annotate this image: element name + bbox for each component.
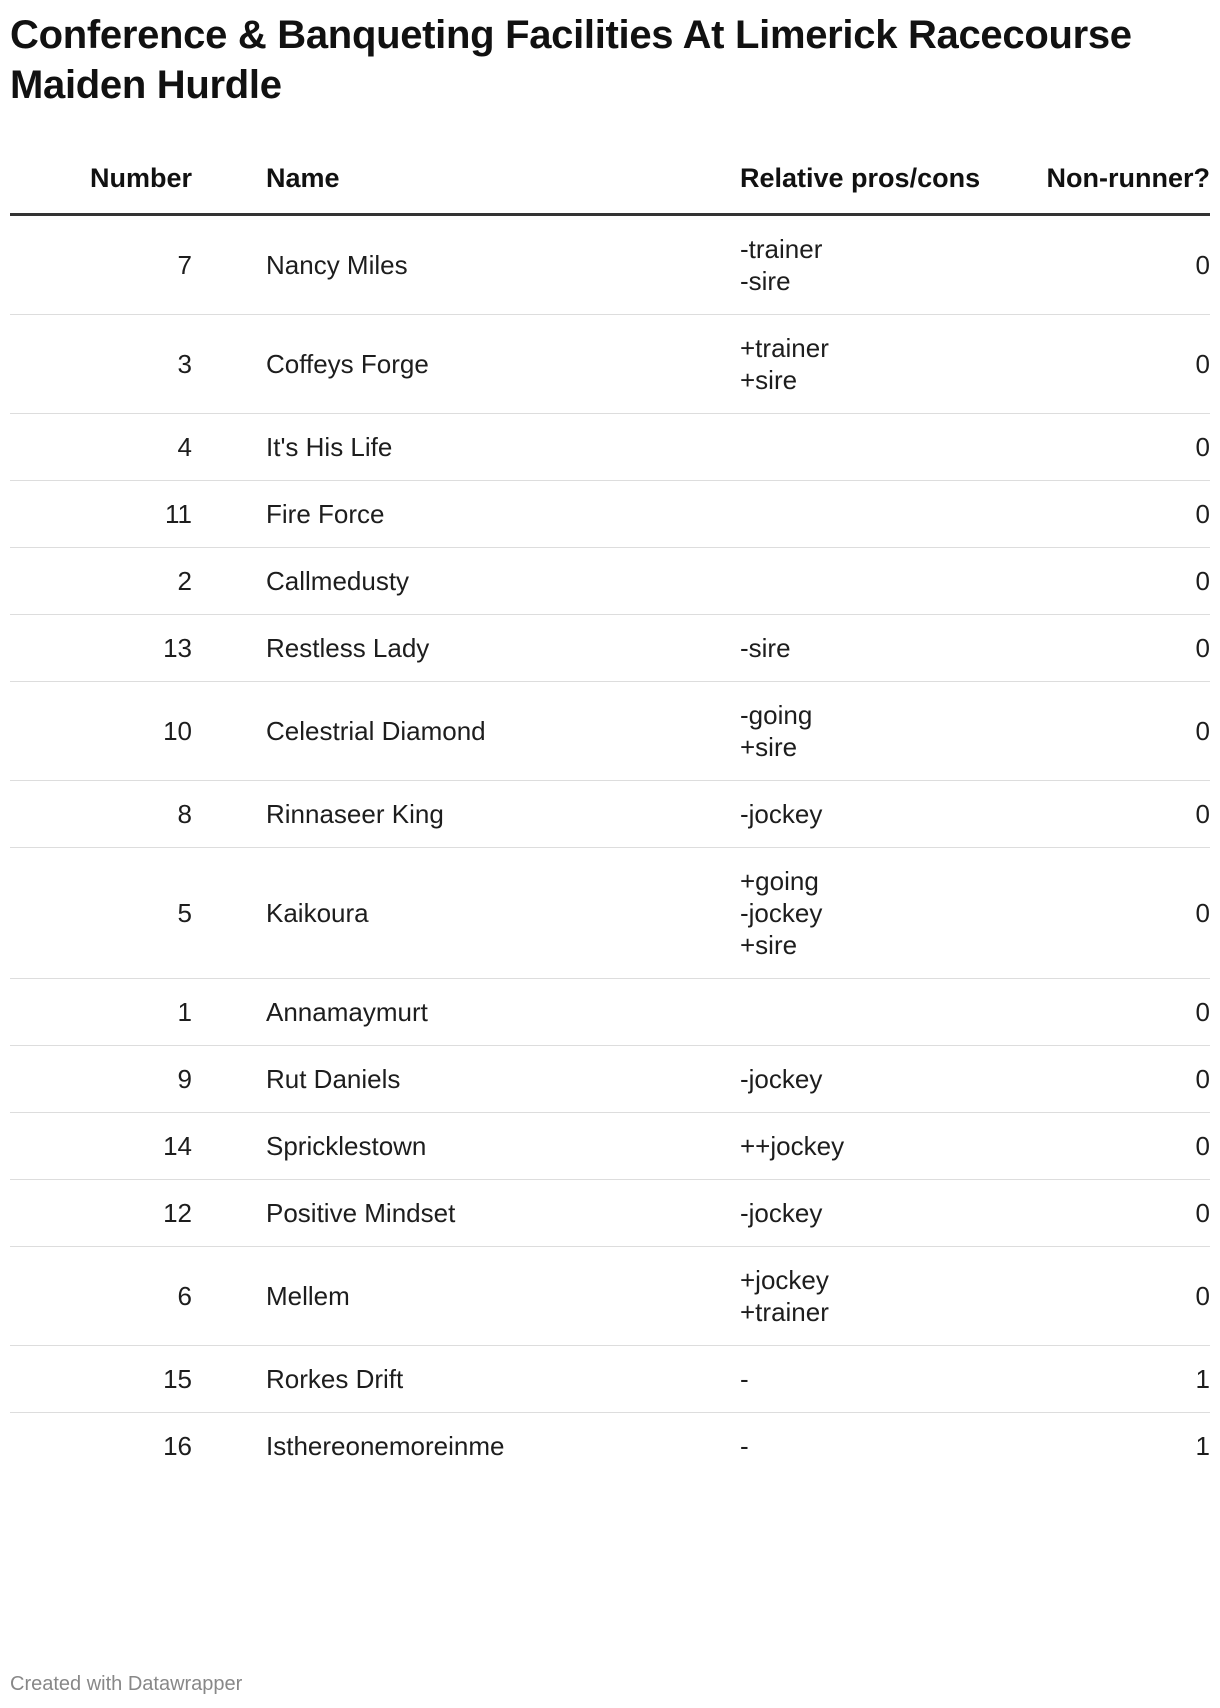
cell-name: Rinnaseer King (266, 781, 740, 848)
cell-non-runner: 0 (1040, 615, 1210, 682)
cell-pros-cons (740, 1346, 1040, 1413)
cell-non-runner: 0 (1040, 1180, 1210, 1247)
table-row (10, 1180, 1210, 1247)
cell-number: 12 (10, 1180, 192, 1247)
cell-number: 3 (10, 315, 192, 414)
table-row (10, 1113, 1210, 1180)
cell-pros-cons (740, 781, 1040, 848)
cell-pros-cons (740, 1113, 1040, 1180)
cell-name: Rut Daniels (266, 1046, 740, 1113)
column-header-number[interactable]: Number (10, 162, 192, 215)
cell-name: Nancy Miles (266, 215, 740, 315)
table-row (10, 781, 1210, 848)
pros-cons-item: +sire (740, 930, 798, 960)
cell-number: 4 (10, 414, 192, 481)
column-header-pros-cons[interactable] (740, 162, 1040, 215)
table-row (10, 615, 1210, 682)
cell-gap (192, 1046, 266, 1113)
cell-number: 9 (10, 1046, 192, 1113)
cell-name: Mellem (266, 1247, 740, 1346)
pros-cons-item: -sire (740, 266, 791, 296)
table-row (10, 315, 1210, 414)
cell-gap (192, 979, 266, 1046)
cell-pros-cons (740, 979, 1040, 1046)
cell-name: Spricklestown (266, 1113, 740, 1180)
pros-cons-item: ++jockey (740, 1131, 845, 1161)
table-header (10, 162, 1210, 215)
table-row (10, 215, 1210, 315)
cell-name: Fire Force (266, 481, 740, 548)
cell-pros-cons (740, 414, 1040, 481)
cell-name: Rorkes Drift (266, 1346, 740, 1413)
column-header-non-runner[interactable]: Non-runner? (1040, 162, 1210, 215)
cell-pros-cons (740, 1046, 1040, 1113)
cell-non-runner: 0 (1040, 1046, 1210, 1113)
table-row (10, 548, 1210, 615)
cell-name: Kaikoura (266, 848, 740, 979)
cell-non-runner: 0 (1040, 548, 1210, 615)
cell-gap (192, 1346, 266, 1413)
cell-number: 14 (10, 1113, 192, 1180)
cell-number: 15 (10, 1346, 192, 1413)
cell-gap (192, 848, 266, 979)
pros-cons-item: +jockey (740, 1265, 829, 1295)
cell-non-runner: 1 (1195, 1431, 1210, 1461)
cell-gap (192, 615, 266, 682)
cell-non-runner: 0 (1040, 979, 1210, 1046)
cell-non-runner: 0 (1040, 1247, 1210, 1346)
cell-name: It's His Life (266, 414, 740, 481)
cell-gap (192, 1180, 266, 1247)
cell-name: Positive Mindset (266, 1180, 740, 1247)
cell-gap (192, 215, 266, 315)
table-row (10, 979, 1210, 1046)
cell-non-runner: 0 (1040, 215, 1210, 315)
cell-number: 1 (10, 979, 192, 1046)
cell-number: 13 (10, 615, 192, 682)
cell-gap (192, 481, 266, 548)
cell-number: 5 (10, 848, 192, 979)
cell-pros-cons (740, 1180, 1040, 1247)
pros-cons-item: - (740, 1364, 749, 1394)
table-row (10, 1346, 1210, 1413)
pros-cons-item: +sire (740, 365, 798, 395)
pros-cons-item: +trainer (740, 1297, 829, 1327)
pros-cons-item: -jockey (740, 799, 823, 829)
footer-credit: Created with Datawrapper (10, 1673, 243, 1695)
pros-cons-item: -jockey (740, 898, 823, 928)
cell-pros-cons (740, 548, 1040, 615)
cell-non-runner: 0 (1040, 481, 1210, 548)
pros-cons-item: -jockey (740, 1198, 823, 1228)
cell-pros-cons (740, 615, 1040, 682)
table-row (10, 1413, 1210, 1480)
chart-container (10, 10, 1210, 1479)
cell-pros-cons (740, 848, 1040, 979)
table-row (10, 481, 1210, 548)
pros-cons-item: +trainer (740, 333, 829, 363)
cell-pros-cons (740, 1247, 1040, 1346)
cell-gap (192, 682, 266, 781)
cell-name: Celestrial Diamond (266, 682, 740, 781)
cell-non-runner: 0 (1040, 848, 1210, 979)
cell-non-runner: 0 (1040, 1113, 1210, 1180)
cell-non-runner: 0 (1040, 781, 1210, 848)
cell-number: 8 (10, 781, 192, 848)
cell-gap (192, 414, 266, 481)
table-row (10, 1046, 1210, 1113)
table-row (10, 682, 1210, 781)
cell-number: 6 (10, 1247, 192, 1346)
cell-non-runner: 1 (1040, 1346, 1210, 1413)
column-gap (192, 162, 266, 215)
cell-non-runner: 0 (1040, 682, 1210, 781)
pros-cons-item: - (740, 1431, 749, 1461)
cell-gap (192, 1413, 266, 1480)
pros-cons-item: -going (740, 700, 813, 730)
chart-title: Conference & Banqueting Facilities At Limerick Racecourse Maiden Hurdle (10, 13, 1132, 107)
cell-gap (192, 781, 266, 848)
cell-gap (192, 548, 266, 615)
cell-name: Annamaymurt (266, 979, 740, 1046)
cell-number: 16 (163, 1431, 192, 1461)
pros-cons-item: -sire (740, 633, 791, 663)
cell-name: Isthereonemoreinme (266, 1431, 505, 1461)
cell-non-runner: 0 (1040, 315, 1210, 414)
pros-cons-item: -trainer (740, 234, 823, 264)
cell-pros-cons (740, 682, 1040, 781)
cell-pros-cons (740, 315, 1040, 414)
cell-gap (192, 1113, 266, 1180)
cell-name: Coffeys Forge (266, 315, 740, 414)
cell-gap (192, 315, 266, 414)
table-body (10, 215, 1210, 1480)
cell-number: 2 (10, 548, 192, 615)
table-row (10, 848, 1210, 979)
pros-cons-item: +going (740, 866, 819, 896)
cell-pros-cons (740, 1413, 1040, 1480)
cell-gap (192, 1247, 266, 1346)
pros-cons-item: -jockey (740, 1064, 823, 1094)
cell-non-runner: 0 (1040, 414, 1210, 481)
cell-pros-cons (740, 215, 1040, 315)
pros-cons-item: +sire (740, 732, 798, 762)
data-table (10, 162, 1210, 1479)
column-header-pros-cons-label: Relative pros/cons (740, 163, 981, 193)
table-row (10, 1247, 1210, 1346)
cell-name: Callmedusty (266, 548, 740, 615)
header-row (10, 162, 1210, 215)
column-header-name[interactable]: Name (266, 162, 740, 215)
cell-number: 11 (10, 481, 192, 548)
cell-number: 7 (10, 215, 192, 315)
table-row (10, 414, 1210, 481)
cell-name: Restless Lady (266, 615, 740, 682)
cell-pros-cons (740, 481, 1040, 548)
cell-number: 10 (10, 682, 192, 781)
